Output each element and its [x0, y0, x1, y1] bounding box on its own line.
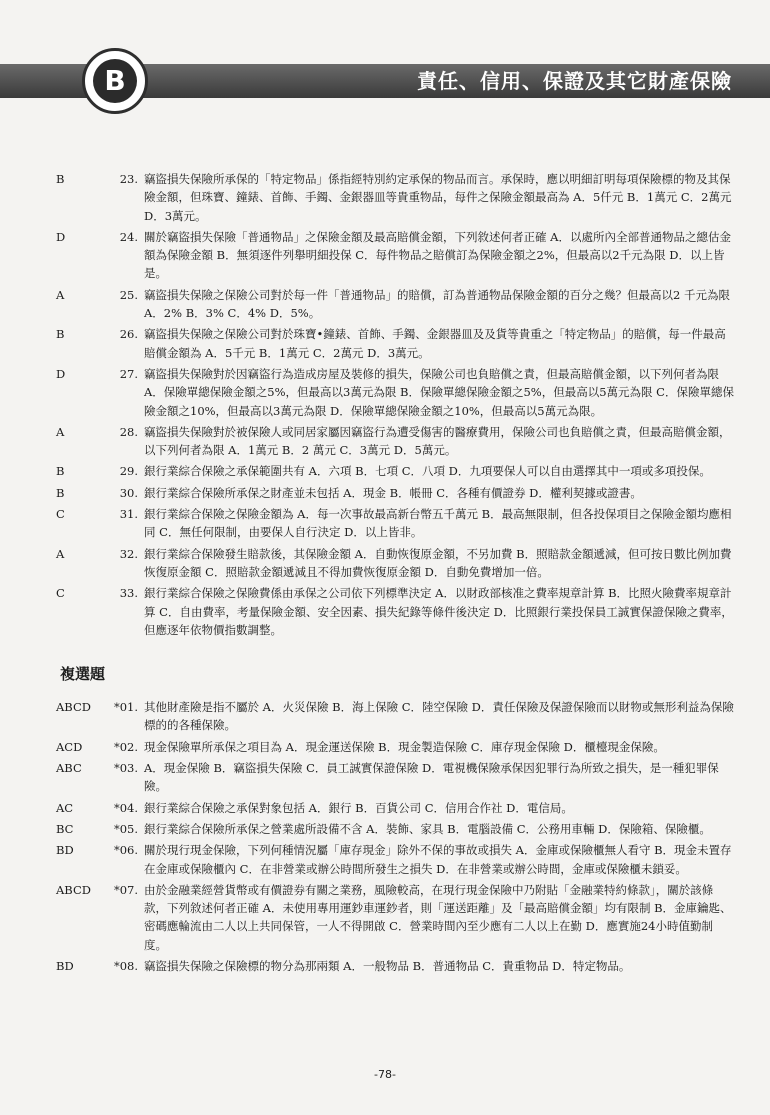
question-number: 31.: [119, 507, 138, 522]
question-number: 29.: [119, 464, 138, 479]
question-item: [0, 957, 770, 975]
question-number: 28.: [119, 424, 138, 439]
question-number: 32.: [119, 546, 138, 561]
answer-key: B: [56, 327, 65, 342]
question-content: [0, 170, 770, 978]
question-item: [0, 738, 770, 756]
question-text: 銀行業綜合保險之保險金額為 A．每一次事故最高新台幣五千萬元 B．最高無限制，但各投保項目之保險金額均應相同 C．無任何限制，由要保人自行決定 D．以上皆非。: [144, 507, 732, 540]
answer-key: D: [56, 366, 66, 381]
answer-key: A: [56, 424, 65, 439]
question-text: 竊盜損失保險之保險公司對於珠寶•鐘錶、首飾、手鐲、金銀器皿及及貨等貴重之「特定物品」的賠償，每一件最高賠償金額為 A．5千元 B．1萬元 C．2萬元 D．3萬元。: [144, 327, 726, 360]
question-text: 竊盜損失保險之保險公司對於每一件「普通物品」的賠償，訂為普通物品保險金額的百分之幾？但最高以2 千元為限 A．2% B．3% C．4% D．5%。: [144, 287, 730, 321]
question-item: [0, 325, 770, 362]
answer-key: C: [56, 586, 65, 601]
question-text: 銀行業綜合保險發生賠款後，其保險金額 A．自動恢復原金額，不另加費 B．照賠款金額遞減，但可按日數比例加費恢復原金額 C．照賠款金額遞減且不得加費恢復原金額 D．自動免費增加一倍。: [144, 546, 732, 579]
answer-key: B: [56, 485, 65, 500]
question-number: 27.: [119, 366, 138, 381]
multi-choice-list: [0, 698, 770, 975]
question-item: [0, 484, 770, 502]
multi-choice-section-title: 複選題: [60, 665, 106, 684]
question-text: 銀行業綜合保險之承保範圍共有 A．六項 B．七項 C．八項 D．九項要保人可以自由選擇其中一項或多項投保。: [144, 464, 711, 479]
question-text: 竊盜損失保險所承保的「特定物品」係指經特別約定承保的物品而言。承保時，應以明細訂明每項保險標的物及其保險金額，但珠寶、鐘錶、首飾、手鐲、金銀器皿等貴重物品，每件之保險金額最高為 A．5仟元 B．1萬元 C．2萬元 D．3萬元。: [144, 172, 732, 223]
question-number: 33.: [119, 586, 138, 601]
question-text: A．現金保險 B．竊盜損失保險 C．員工誠實保證保險 D．電視機保險承保因犯罪行為所致之損失，是一種犯罪保險。: [144, 761, 719, 794]
question-text: 銀行業綜合保險之保險費係由承保之公司依下列標準決定 A．以財政部核准之費率規章計算 B．比照火險費率規章計算 C．自由費率，考量保險金額、安全因素、損失紀錄等條件後決定 D．比照銀行業投保員工誠實保證保險之費率，但應逐年依物價指數調整。: [144, 586, 733, 637]
question-text: 現金保險單所承保之項目為 A．現金運送保險 B．現金製造保險 C．庫存現金保險 D．櫃檯現金保險。: [144, 739, 665, 754]
question-number: 23.: [119, 172, 138, 186]
question-item: [0, 170, 770, 225]
answer-key: B: [56, 464, 65, 479]
question-number: *03.: [113, 761, 138, 776]
question-number: *05.: [113, 821, 138, 836]
publisher-logo: [82, 48, 148, 114]
question-item: [0, 881, 770, 954]
logo-letter: B: [93, 59, 137, 103]
question-item: [0, 820, 770, 838]
answer-key: AC: [56, 800, 74, 815]
question-item: [0, 799, 770, 817]
question-item: [0, 584, 770, 639]
question-text: 竊盜損失保險對於被保險人或同居家屬因竊盜行為遭受傷害的醫療費用，保險公司也負賠償之責，但最高賠償金額，以下列何者為限 A．1萬元 B．2 萬元 C．3萬元 D．5萬元。: [144, 424, 731, 458]
question-number: *01.: [113, 700, 138, 715]
answer-key: BD: [56, 843, 74, 858]
question-number: *04.: [113, 800, 138, 815]
question-text: 關於現行現金保險，下列何種情況屬「庫存現金」除外不保的事故或損失 A．金庫或保險櫃無人看守 B．現金未置存在金庫或保險櫃內 C．在非營業或辦公時間所發生之損失 D．在非營業或辦公時間，金庫或保險櫃未鎖妥。: [144, 843, 732, 876]
chapter-title: 責任、信用、保證及其它財產保險: [417, 69, 732, 93]
question-text: 由於金融業經營貨幣或有價證券有關之業務，風險較高，在現行現金保險中乃附貼「金融業特約條款」，關於該條款，下列敘述何者正確 A．未使用專用運鈔車運鈔者，則「運送距離」及「最高賠償金額」均有限制 B．金庫鑰匙、密碼應輪流由二人以上共同保管，一人不得開啟 C．營業時間內至少應有二人以上在勤 D．應實施24小時值勤制度。: [144, 882, 732, 952]
single-choice-list: [0, 170, 770, 639]
answer-key: BC: [56, 821, 74, 836]
answer-key: A: [56, 287, 65, 302]
answer-key: D: [56, 229, 66, 244]
question-text: 銀行業綜合保險之承保對象包括 A．銀行 B．百貨公司 C．信用合作社 D．電信局。: [144, 800, 573, 815]
question-number: *02.: [113, 739, 138, 754]
answer-key: C: [56, 507, 65, 522]
question-item: [0, 365, 770, 420]
answer-key: ABCD: [56, 882, 91, 897]
question-item: [0, 462, 770, 480]
question-number: *07.: [113, 882, 138, 897]
question-item: [0, 545, 770, 582]
question-item: [0, 759, 770, 796]
question-text: 竊盜損失保險對於因竊盜行為造成房屋及裝修的損失，保險公司也負賠償之責，但最高賠償金額，以下列何者為限 A．保險單總保險金額之5%，但最高以3萬元為限 B．保險單總保險金額之5%，但最高以5萬元為限 C．保險單總保險金額之10%，但最高以3萬元為限 D．保險單總保險金額之10%，但最高以5萬元為限。: [144, 366, 734, 418]
answer-key: ABC: [56, 761, 82, 776]
question-text: 竊盜損失保險之保險標的物分為那兩類 A．一般物品 B．普通物品 C．貴重物品 D．特定物品。: [144, 958, 631, 973]
question-number: 25.: [119, 287, 138, 302]
question-item: [0, 286, 770, 323]
question-text: 銀行業綜合保險所承保之財產並未包括 A．現金 B．帳冊 C．各種有價證券 D．權利契據或證書。: [144, 485, 642, 500]
question-number: 24.: [119, 229, 138, 244]
question-number: 26.: [119, 327, 138, 342]
question-text: 其他財產險是指不屬於 A．火災保險 B．海上保險 C．陸空保險 D．責任保險及保證保險而以財物或無形利益為保險標的的各種保險。: [144, 700, 734, 733]
question-item: [0, 698, 770, 735]
question-number: *06.: [113, 843, 138, 858]
answer-key: ACD: [56, 739, 83, 754]
question-number: *08.: [113, 958, 138, 973]
answer-key: B: [56, 172, 65, 186]
page-number: -78-: [374, 1068, 396, 1081]
question-item: [0, 505, 770, 542]
answer-key: BD: [56, 958, 74, 973]
question-text: 關於竊盜損失保險「普通物品」之保險金額及最高賠償金額，下列敘述何者正確 A．以處所內全部普通物品之總估金額為保險金額 B．無須逐件列舉明細投保 C．每件物品之賠償訂為保險金額之2%，但最高以2千元為限 D．以上皆是。: [144, 229, 731, 281]
answer-key: ABCD: [56, 700, 91, 715]
question-text: 銀行業綜合保險所承保之營業處所設備不含 A．裝飾、家具 B．電腦設備 C．公務用車輛 D．保險箱、保險櫃。: [144, 821, 711, 836]
question-item: [0, 228, 770, 283]
answer-key: A: [56, 546, 65, 561]
question-item: [0, 423, 770, 460]
question-number: 30.: [119, 485, 138, 500]
question-item: [0, 841, 770, 878]
